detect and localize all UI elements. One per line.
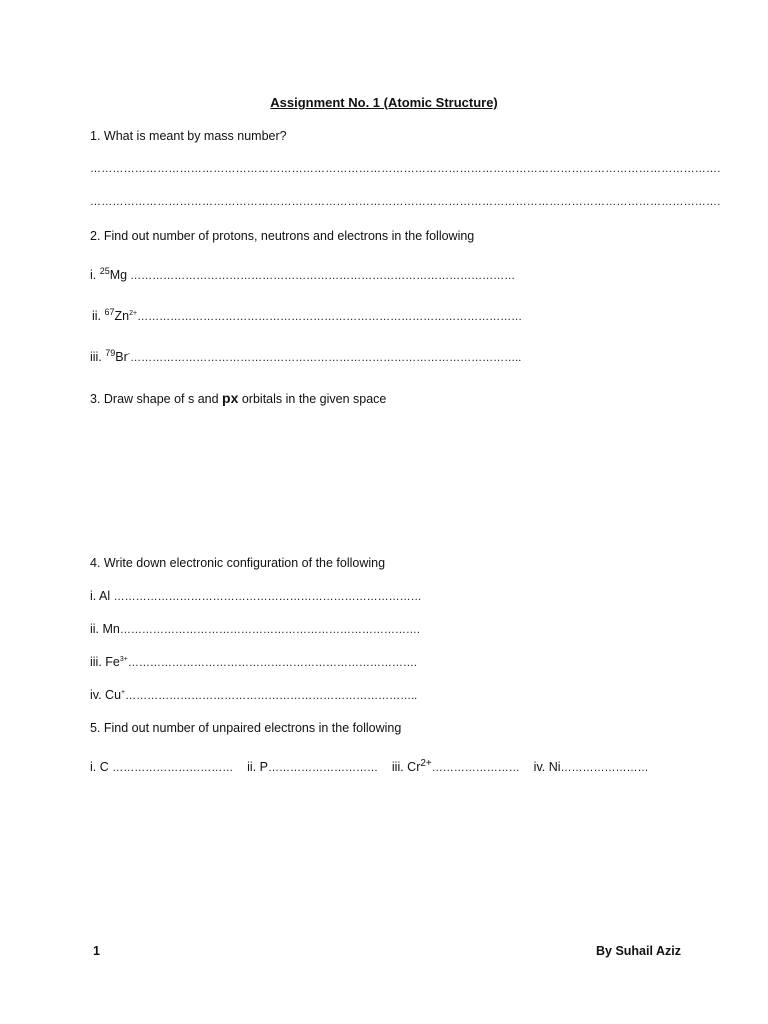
q2-item-zn: ii. $^{67}Zn^{2+}\dots\dots\dots\dots\dots\dots\dots\dots\dots\dots\dots\dots\dots\dots\dots\dots\dots\dots\dots\dots\dots\dots\dots\dots\dots\dots\dots\dots\dots\dots\dots\dots\dots\dots\dots$: [92, 307, 523, 323]
q2-item-br: iii. $^{79}$Br-……………………………………………………………………………………………..: [90, 348, 522, 364]
answer-line-1b: …………………………………………………………………………………………………………………………………………………….: [90, 196, 721, 208]
question-1: 1. What is meant by mass number?: [90, 129, 287, 143]
question-4: 4. Write down electronic configuration of the following: [90, 556, 386, 570]
assignment-title: Assignment No. 1 (Atomic Structure): [270, 95, 498, 110]
q5-item-cr: iii. $Cr^{2+}\dots\dots\dots\dots\dots\dots\dots\dots$: [391, 758, 520, 774]
q5-items: [90, 760, 649, 774]
page-number: 1: [93, 944, 100, 958]
q5-item-ni: iv. Ni……………………: [533, 760, 649, 774]
q5-item-p: ii. P…………………………: [247, 760, 378, 774]
author-credit: By Suhail Aziz: [596, 944, 681, 958]
question-2: 2. Find out number of protons, neutrons and electrons in the following: [90, 229, 475, 243]
q4-item-al: i. Al …………………………………………………………………………: [90, 589, 422, 603]
question-5: 5. Find out number of unpaired electrons in the following: [90, 721, 402, 735]
q4-item-mn: ii. Mn……………………………………………………………………….: [90, 622, 420, 636]
q4-item-cu: iv. Cu+……………………………………………………………………..: [90, 688, 418, 702]
question-3: 3. Draw shape of s and px orbitals in the given space: [90, 390, 387, 406]
q5-item-c: i. C ……………………………: [90, 760, 234, 774]
answer-line-1a: …………………………………………………………………………………………………………………………………………………….: [90, 163, 721, 175]
q4-item-fe: iii. $Fe^{3+}\dots\dots\dots\dots\dots\dots\dots\dots\dots\dots\dots\dots\dots\dots\dots\dots\dots\dots\dots\dots\dots\dots\dots\dots\dots\dots$.: [90, 655, 417, 669]
q2-item-mg: i. $^{25}$Mg ……………………………………………………………………………………………: [90, 266, 516, 282]
